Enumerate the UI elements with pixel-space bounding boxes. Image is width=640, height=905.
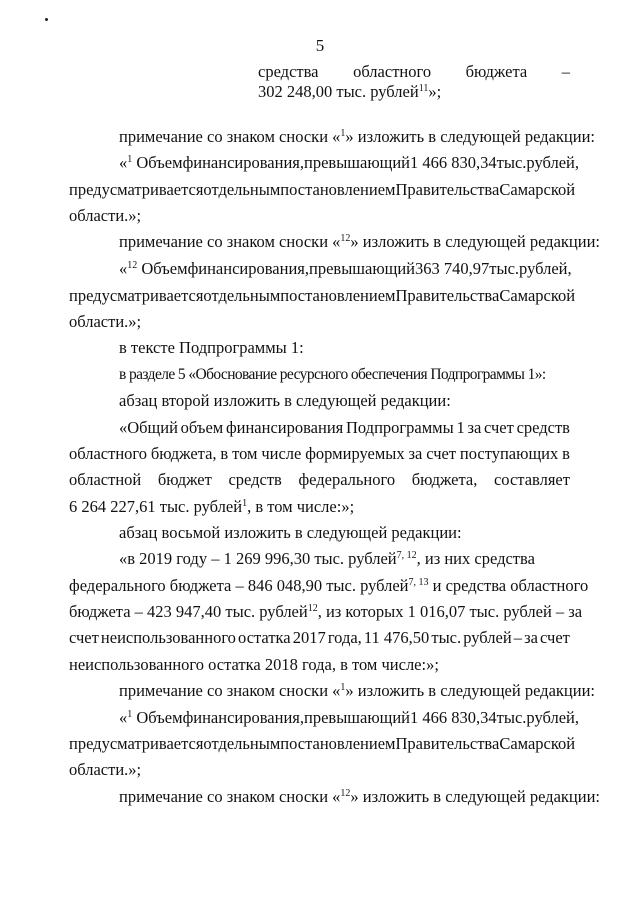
scan-speck	[45, 18, 48, 21]
page-number: 5	[315, 36, 325, 55]
paragraph-section-5: в разделе 5 «Обоснование ресурсного обеспечения Подпрограммы 1»:	[119, 366, 546, 383]
paragraph-footnote-1-text: «$^1$ Объем финансирования, превышающий 1 466 830,34 тыс. рублей,	[119, 153, 579, 172]
paragraph-note-1: примечание со знаком сноски «$^1$» изложить в следующей редакции:	[119, 127, 595, 146]
paragraph-note-1-repeat: примечание со знаком сноски «$^1$» изложить в следующей редакции:	[119, 681, 595, 700]
paragraph-second-clause: абзац второй изложить в следующей редакции:	[119, 391, 451, 410]
footnote-ref: 12	[127, 260, 138, 271]
footnote-ref: 1	[340, 682, 346, 693]
paragraph-line: области.»;	[69, 206, 142, 225]
paragraph-note-12-repeat: примечание со знаком сноски «$^{12}$» изложить в следующей редакции:	[119, 787, 600, 806]
paragraph-line: счет неиспользованного остатка 2017 года, 11 476,50 тыс. рублей – за счет	[69, 628, 570, 647]
paragraph-line: области.»;	[69, 312, 142, 331]
word: –	[561, 62, 570, 81]
footnote-ref: 12	[340, 788, 351, 799]
footnote-ref: 11	[418, 83, 429, 94]
paragraph-line: предусматривается отдельным постановлением Правительства Самарской	[69, 286, 576, 305]
paragraph-line: 6 264 227,61 тыс. рублей$^1$, в том числе:»;	[69, 497, 355, 516]
footnote-ref: 1	[340, 128, 346, 139]
paragraph-subprogram-text: в тексте Подпрограммы 1:	[119, 338, 304, 357]
footnote-ref: 1	[242, 498, 248, 509]
paragraph-eighth-clause: абзац восьмой изложить в следующей редакции:	[119, 523, 462, 542]
paragraph-2019-funding: «в 2019 году – 1 269 996,30 тыс. рублей$^{7, 12}$, из них средства	[119, 549, 535, 568]
footnote-ref: 12	[307, 603, 318, 614]
word: областного	[353, 62, 432, 81]
paragraph-line: предусматривается отдельным постановлением Правительства Самарской	[69, 734, 576, 753]
footnote-ref: 12	[340, 233, 351, 244]
paragraph-line: бюджета – 423 947,40 тыс. рублей$^{12}$, из которых 1 016,07 тыс. рублей – за	[69, 602, 583, 621]
paragraph-line: области.»;	[69, 760, 142, 779]
paragraph-footnote-12-text: «$^{12}$ Объем финансирования, превышающий 363 740,97 тыс. рублей,	[119, 259, 572, 278]
paragraph-line: предусматривается отдельным постановлением Правительства Самарской	[69, 180, 576, 199]
footnote-ref: 1	[127, 709, 133, 720]
footnote-ref: 1	[127, 154, 133, 165]
paragraph-line: неиспользованного остатка 2018 года, в том числе:»;	[69, 655, 439, 674]
word: бюджета	[465, 62, 528, 81]
word: средства	[258, 62, 319, 81]
line-amount: 302 248,00 тыс. рублей$^{11}$»;	[258, 82, 442, 101]
paragraph-note-12: примечание со знаком сноски «$^{12}$» изложить в следующей редакции:	[119, 232, 600, 251]
paragraph-total-funding: «Общий объем финансирования Подпрограммы 1 за счет средств	[119, 418, 570, 437]
paragraph-line: областной бюджет средств федерального бюджета, составляет	[69, 470, 570, 489]
line-funding-source	[258, 62, 570, 82]
paragraph-footnote-1-text-repeat: «$^1$ Объем финансирования, превышающий 1 466 830,34 тыс. рублей,	[119, 708, 579, 727]
footnote-ref: 7, 12	[396, 550, 417, 561]
paragraph-line: федерального бюджета – 846 048,90 тыс. рублей$^{7, 13}$ и средства областного	[69, 576, 589, 595]
paragraph-line: областного бюджета, в том числе формируемых за счет поступающих в	[69, 444, 570, 463]
footnote-ref: 7, 13	[408, 577, 429, 588]
